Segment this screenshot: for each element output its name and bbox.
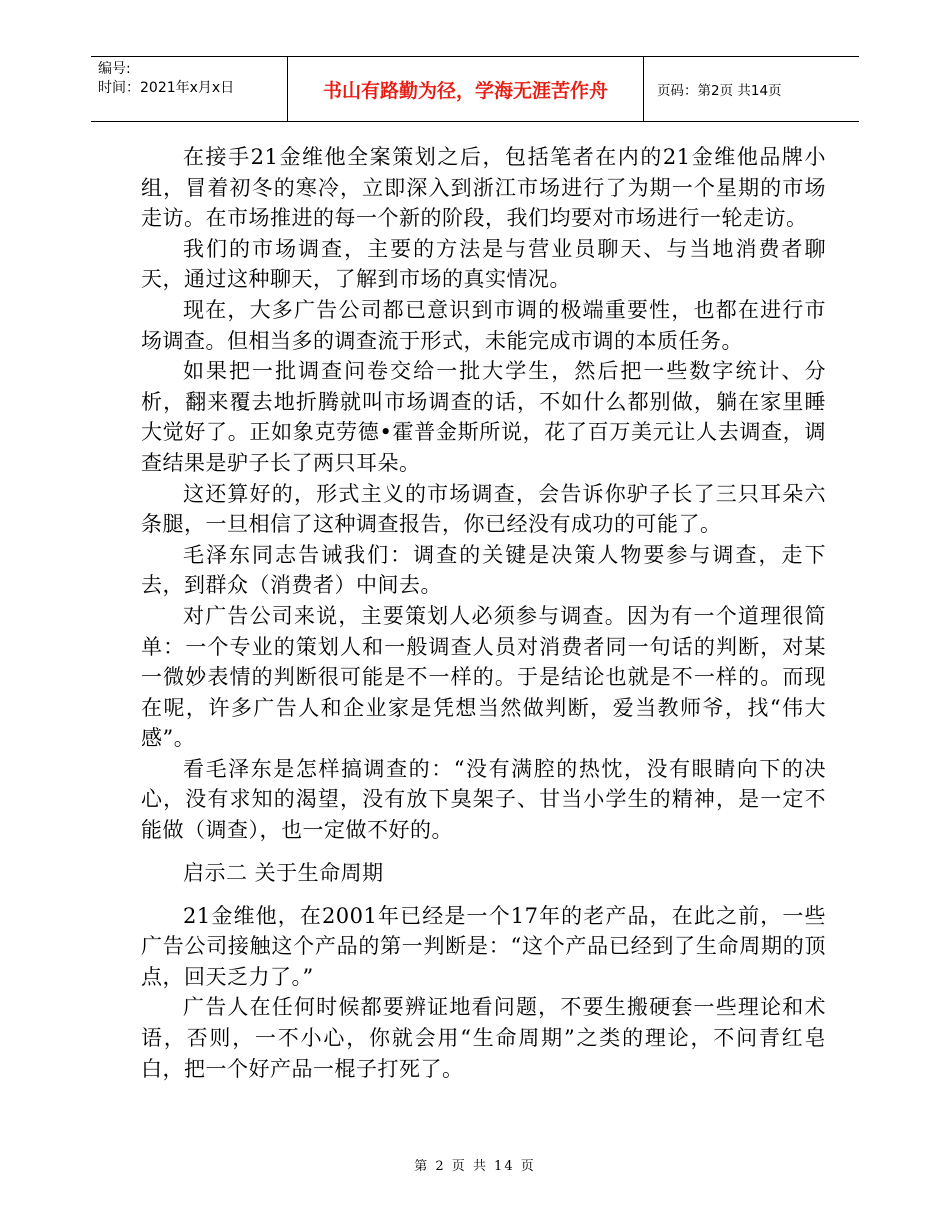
body-paragraph: 看毛泽东是怎样搞调查的：“没有满腔的热忱，没有眼睛向下的决心，没有求知的渴望，没有放下臭架子、甘当小学生的精神，是一定不能做（调查），也一定做不好的。 [141, 756, 826, 843]
document-body [141, 142, 826, 1084]
section-heading: 启示二 关于生命周期 [183, 860, 384, 885]
header-meta-cell [91, 57, 287, 121]
date-label: 时间：2021年x月x日 [98, 80, 235, 96]
page-footer: 第 2 页 共 14 页 [414, 1159, 536, 1174]
body-paragraph: 这还算好的，形式主义的市场调查，会告诉你驴子长了三只耳朵六条腿，一旦相信了这种调查报告，你已经没有成功的可能了。 [141, 481, 826, 537]
header-page-cell [644, 57, 859, 121]
body-paragraph: 在接手21金维他全案策划之后，包括笔者在内的21金维他品牌小组，冒着初冬的寒冷，立即深入到浙江市场进行了为期一个星期的市场走访。在市场推进的每一个新的阶段，我们均要对市场进行一轮走访。 [141, 145, 826, 231]
body-paragraph: 我们的市场调查，主要的方法是与营业员聊天、与当地消费者聊天，通过这种聊天，了解到市场的真实情况。 [141, 236, 826, 292]
header-motto: 书山有路勤为径，学海无涯苦作舟 [322, 79, 608, 102]
body-paragraph: 21金维他，在2001年已经是一个17年的老产品，在此之前，一些广告公司接触这个产品的第一判断是：“这个产品已经到了生命周期的顶点，回天乏力了。” [141, 903, 826, 989]
body-paragraph: 如果把一批调查问卷交给一批大学生，然后把一些数字统计、分析，翻来覆去地折腾就叫市场调查的话，不如什么都别做，躺在家里睡大觉好了。正如象克劳德•霍普金斯所说，花了百万美元让人去调查，调查结果是驴子长了两只耳朵。 [141, 359, 826, 475]
body-paragraph: 毛泽东同志告诫我们：调查的关键是决策人物要参与调查，走下去，到群众（消费者）中间去。 [141, 542, 826, 598]
page-header [91, 56, 859, 122]
body-paragraph: 对广告公司来说，主要策划人必须参与调查。因为有一个道理很简单：一个专业的策划人和一般调查人员对消费者同一句话的判断，对某一微妙表情的判断很可能是不一样的。于是结论也就是不一样的。而现在呢，许多广告人和企业家是凭想当然做判断，爱当教师爷，找“伟大感”。 [141, 603, 826, 751]
header-motto-cell [287, 57, 644, 121]
header-page-info: 页码：第2页 共14页 [657, 83, 782, 99]
body-paragraph: 现在，大多广告公司都已意识到市调的极端重要性，也都在进行市场调查。但相当多的调查流于形式，未能完成市调的本质任务。 [141, 297, 826, 353]
body-paragraph: 广告人在任何时候都要辨证地看问题，不要生搬硬套一些理论和术语，否则，一不小心，你就会用“生命周期”之类的理论，不问青红皂白，把一个好产品一棍子打死了。 [141, 995, 826, 1081]
doc-number-label: 编号: [98, 61, 131, 77]
